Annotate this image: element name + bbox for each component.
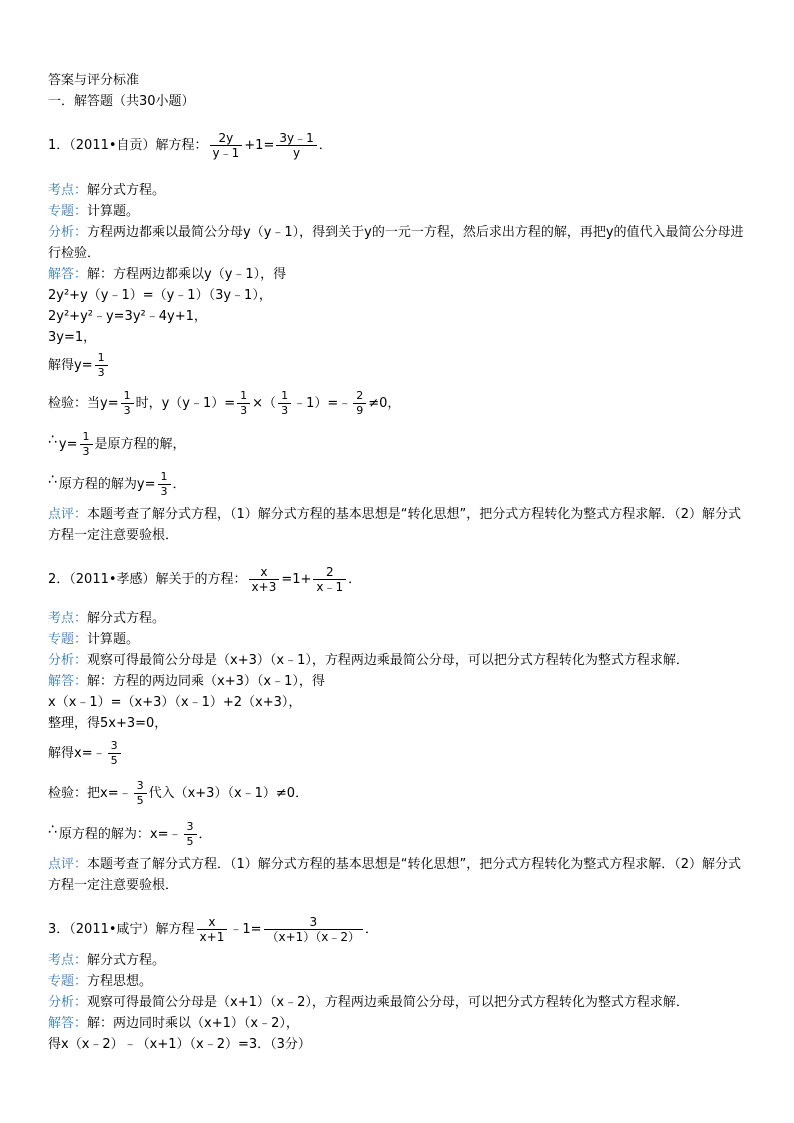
q1-header: 1．（2011•自贡）解方程： $\frac{2y}{y﹣1}$ +1= $\frac{3y﹣1}{y}$ ． (48, 131, 332, 160)
q3-frac-left: $\frac{x}{x+1}$ (197, 915, 228, 944)
therefore-symbol: ∴ (48, 432, 57, 448)
doc-heading: 答案与评分标准 (48, 73, 140, 88)
section-title: 一．解答题（共30小题） (48, 94, 195, 109)
q1-kaodian: 考点：解分式方程。 (48, 183, 166, 198)
q3-jieda-1: 得x（x﹣2）﹣（x+1）（x﹣2）=3．（3分） (48, 1037, 311, 1052)
q3-fenxi: 分析：观察可得最简公分母是（x+1）（x﹣2），方程两边乘最简公分母，可以把分式方程转化为整式方程求解． (48, 995, 689, 1010)
q2-jieda-1: x（x﹣1）=（x+3）（x﹣1）+2（x+3）， (48, 695, 302, 710)
q1-jieda-2: 2y²+y²﹣y=3y²﹣4y+1， (48, 309, 207, 324)
q1-frac-left: $\frac{2y}{y﹣1}$ (210, 131, 243, 160)
q1-jieda-4: 解得y= $\frac{1}{3}$ (48, 348, 748, 384)
q2-jieda-2: 整理，得5x+3=0， (48, 716, 168, 731)
q2-jieda-4: 检验：把x=﹣ $\frac{3}{5}$ 代入（x+3）（x﹣1）≠0． (48, 779, 309, 807)
q1-fenxi: 分析：方程两边都乘以最简公分母y（y﹣1），得到关于y的一元一方程，然后求出方程的解，再把y的值代入最简公分母进行检验． (48, 225, 744, 261)
q2-frac-left: $\frac{x}{x+3}$ (249, 565, 280, 594)
q1-jieda-6: ∴ y= $\frac{1}{3}$ 是原方程的解， (48, 424, 748, 464)
q1-zhuanti: 专题：计算题。 (48, 204, 140, 219)
q2-fenxi: 分析：观察可得最简公分母是（x+3）（x﹣1），方程两边乘最简公分母，可以把分式方程转化为整式方程求解． (48, 653, 689, 668)
q1-jieda-5: 检验：当y= $\frac{1}{3}$ 时，y（y﹣1）= $\frac{1}{3}$ ×（ $\frac{1}{3}$ ﹣1）=﹣ $\frac{2}{9}$ ≠0， (48, 389, 401, 417)
q2-header: 2．（2011•孝感）解关于的方程： $\frac{x}{x+3}$ =1+ $\frac{2}{x﹣1}$ ． (48, 565, 362, 594)
q1-frac-right: $\frac{3y﹣1}{y}$ (276, 131, 316, 160)
q1-head-text: 1．（2011•自贡）解方程： (48, 138, 208, 153)
q2-jieda-0: 解答：解：方程的两边同乘（x+3）（x﹣1），得 (48, 674, 325, 689)
q2-zhuanti: 专题：计算题。 (48, 632, 140, 647)
therefore-symbol: ∴ (48, 822, 57, 838)
q3-header: 3．（2011•咸宁）解方程 $\frac{x}{x+1}$ ﹣1= $\frac{3}{(x+1)(x﹣2)}$ ． (48, 915, 379, 944)
q2-jieda-5: ∴ 原方程的解为：x=﹣ $\frac{3}{5}$ ． (48, 814, 748, 854)
q2-dianping: 点评：本题考查了解分式方程．（1）解分式方程的基本思想是“转化思想”，把分式方程转化为整式方程求解．（2）解分式方程一定注意要验根． (48, 857, 742, 893)
q2-kaodian: 考点：解分式方程。 (48, 611, 166, 626)
q3-frac-right: $\frac{3}{(x+1)(x﹣2)}$ (264, 915, 364, 944)
q2-frac-right: $\frac{2}{x﹣1}$ (313, 565, 346, 594)
document-page (48, 70, 748, 1055)
therefore-symbol: ∴ (48, 472, 57, 488)
q2-jieda-3: 解得x=﹣ $\frac{3}{5}$ (48, 734, 748, 774)
q3-kaodian: 考点：解分式方程。 (48, 953, 166, 968)
q1-jieda-3: 3y=1， (48, 330, 97, 345)
q1-jieda-0: 解答：解：方程两边都乘以y（y﹣1），得 (48, 267, 287, 282)
q1-dianping: 点评：本题考查了解分式方程，（1）解分式方程的基本思想是“转化思想”，把分式方程转化为整式方程求解．（2）解分式方程一定注意要验根． (48, 507, 742, 543)
q3-zhuanti: 专题：方程思想。 (48, 974, 153, 989)
q3-jieda-0: 解答：解：两边同时乘以（x+1）（x﹣2）， (48, 1016, 299, 1031)
q1-jieda-1: 2y²+y（y﹣1）=（y﹣1）（3y﹣1）， (48, 288, 272, 303)
q1-jieda-7: ∴ 原方程的解为y= $\frac{1}{3}$ ． (48, 464, 748, 504)
